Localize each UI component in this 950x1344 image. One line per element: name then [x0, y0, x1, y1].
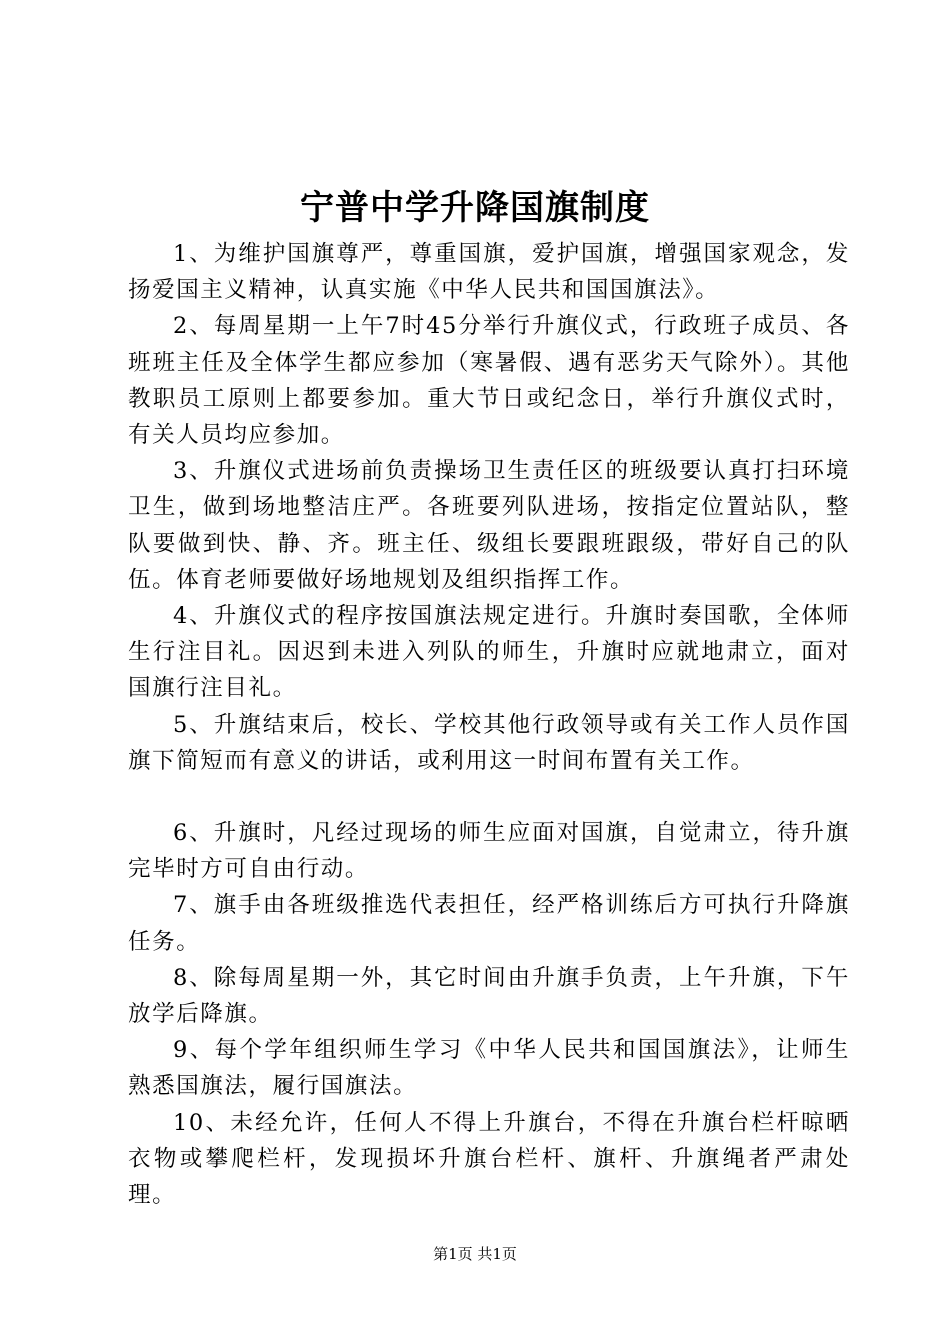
paragraph-8: 8、除每周星期一外，其它时间由升旗手负责，上午升旗，下午放学后降旗。 [128, 964, 850, 1028]
paragraph-7: 7、旗手由各班级推选代表担任，经严格训练后方可执行升降旗任务。 [128, 892, 850, 955]
paragraph-1: 1、为维护国旗尊严，尊重国旗，爱护国旗，增强国家观念，发扬爱国主义精神，认真实施《中华人民共和国国旗法》。 [128, 241, 850, 304]
document-body [128, 236, 850, 1213]
paragraph-5: 5、升旗结束后，校长、学校其他行政领导或有关工作人员作国旗下简短而有意义的讲话，或利用这一时间布置有关工作。 [128, 711, 850, 774]
page-number-footer: 第1页 共1页 [433, 1245, 517, 1263]
paragraph-6: 6、升旗时，凡经过现场的师生应面对国旗，自觉肃立，待升旗完毕时方可自由行动。 [128, 820, 850, 883]
paragraph-3: 3、升旗仪式进场前负责操场卫生责任区的班级要认真打扫环境卫生，做到场地整洁庄严。各班要列队进场，按指定位置站队，整队要做到快、静、齐。班主任、级组长要跟班跟级，带好自己的队伍。体育老师要做好场地规划及组织指挥工作。 [128, 458, 850, 593]
paragraph-10: 10、未经允许，任何人不得上升旗台，不得在升旗台栏杆晾晒衣物或攀爬栏杆，发现损坏升旗台栏杆、旗杆、升旗绳者严肃处理。 [128, 1109, 850, 1209]
paragraph-4: 4、升旗仪式的程序按国旗法规定进行。升旗时奏国歌，全体师生行注目礼。因迟到未进入列队的师生，升旗时应就地肃立，面对国旗行注目礼。 [128, 603, 850, 702]
paragraph-2: 2、每周星期一上午7时45分举行升旗仪式，行政班子成员、各班班主任及全体学生都应参加（寒暑假、遇有恶劣天气除外）。其他教职员工原则上都要参加。重大节日或纪念日，举行升旗仪式时，有关人员均应参加。 [128, 313, 850, 449]
document-title: 宁普中学升降国旗制度 [300, 188, 650, 228]
paragraph-9: 9、每个学年组织师生学习《中华人民共和国国旗法》，让师生熟悉国旗法，履行国旗法。 [128, 1037, 850, 1100]
